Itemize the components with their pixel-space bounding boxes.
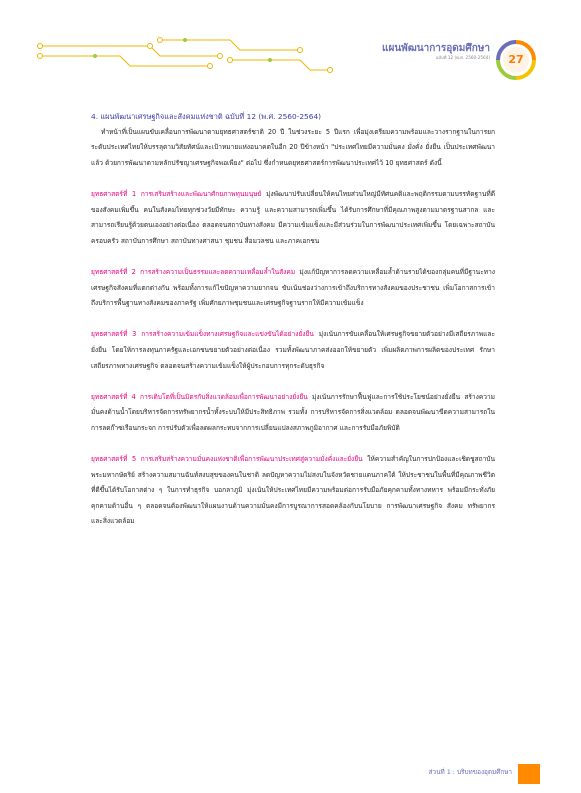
main-content [91, 109, 495, 530]
strategy-title: ยุทธศาสตร์ที่ 2 การสร้างความเป็นธรรมและลดความเหลื่อมล้ำในสังคม [91, 267, 296, 276]
strategy-title: ยุทธศาสตร์ที่ 4 การเติบโตที่เป็นมิตรกับสิ่งแวดล้อมเพื่อการพัฒนาอย่างยั่งยืน [91, 392, 308, 401]
strategy-body: มุ่งพัฒนาปรับเปลี่ยนให้คนไทยส่วนใหญ่มีทัศนคติและพฤติกรรมตามบรรทัดฐานที่ดีของสังคมเพิ่มขึ้น คนในสังคมไทยทุกช่วงวัยมีทักษะ ความรู้ และความสามารถเพิ่มขึ้น ได้รับการศึกษาที่มีคุณภาพสูงตามมาตรฐานสากล และสามารถเรียนรู้ด้วยตนเองอย่างต่อเนื่อง ตลอดจนสถาบันทางสังคม มีความเข้มแข็งและมีส่วนร่วมในการพัฒนาประเทศเพิ่มขึ้น โดยเฉพาะสถาบันครอบครัว สถาบันการศึกษา สถาบันทางศาสนา ชุมชน สื่อมวลชน และภาคเอกชน [91, 189, 496, 245]
strategy-title: ยุทธศาสตร์ที่ 1 การเสริมสร้างและพัฒนาศักยภาพทุนมนุษย์ [91, 189, 262, 198]
page-footer [400, 764, 540, 784]
header-text-block [330, 42, 490, 61]
strategy-paragraph-4 [91, 390, 495, 437]
strategy-body: มุ่งเน้นการขับเคลื่อนให้เศรษฐกิจขยายตัวอย่างมีเสถียรภาพและยั่งยืน โดยให้การลงทุนภาครัฐและเอกชนขยายตัวอย่างต่อเนื่อง รวมทั้งพัฒนาภาคส่งออกให้ขยายตัว เพิ่มผลิตภาพการผลิตของประเทศ รักษาเสถียรภาพทางเศรษฐกิจ ตลอดจนสร้างความเข้มแข็งให้ผู้ประกอบการทุกระดับธุรกิจ [91, 330, 495, 370]
strategy-title: ยุทธศาสตร์ที่ 3 การสร้างความเข้มแข็งทางเศรษฐกิจและแข่งขันได้อย่างยั่งยืน [91, 330, 314, 339]
header-subtitle: ฉบับที่ 12 (พ.ศ. 2560-2564) [435, 55, 490, 60]
strategy-body: ให้ความสำคัญในการปกป้องและเชิดชูสถาบันพระมหากษัตริย์ สร้างความสมานฉันท์สงบสุขของคนในชาติ ลดปัญหาความไม่สงบในจังหวัดชายแดนภาคใต้ ให้ประชาชนในพื้นที่มีคุณภาพชีวิตที่ดีขึ้นได้รับโอกาสต่าง ๆ ในการทำธุรกิจ บอกลาภูมิ มุ่งเน้นให้ประเทศไทยมีความพร้อมต่อการรับมือภัยคุกคามทั้งทางทหาร พร้อมมีกระทั่งภัยคุกคามด้านอื่น ๆ ตลอดจนต้องพัฒนาให้แผนงานด้านความมั่นคงมีการบูรณาการสอดคล้องกับนโยบาย การพัฒนาเศรษฐกิจ สังคม ทรัพยากร และสิ่งแวดล้อม [91, 455, 495, 526]
decorative-dots [38, 38, 333, 73]
strategy-body: มุ่งเน้นการรักษาฟื้นฟูและการใช้ประโยชน์อย่างยั่งยืน สร้างความมั่นคงด้านน้ำโดยบริหารจัดการทรัพยากรน้ำทั้งระบบให้มีประสิทธิภาพ รวมทั้ง การบริหารจัดการสิ่งแวดล้อม ตลอดจนพัฒนาขีดความสามารถในการลดก๊าซเรือนกระจก การปรับตัวเพื่อลดผลกระทบจากการเปลี่ยนแปลงสภาพภูมิอากาศ และการรับมือภัยพิบัติ [91, 392, 495, 432]
header-title: แผนพัฒนาการอุดมศึกษา [382, 43, 490, 54]
strategy-body: มุ่งแก้ปัญหาการลดความเหลื่อมล้ำด้านรายได้ของกลุ่มคนที่มีฐานะทางเศรษฐกิจสังคมที่แตกต่างกัน พร้อมทั้งการแก้ไขปัญหาความยากจน ขับเน้นช่องว่างการเข้าถึงบริการทางสังคมของประชาชน เพิ่มโอกาสการเข้าถึงบริการพื้นฐานทางสังคมของภาครัฐ เพิ่มศักยภาพชุมชนและเศรษฐกิจฐานรากให้มีความเข้มแข็ง [91, 267, 495, 308]
section-intro-text: ทำหน้าที่เป็นแผนขับเคลื่อนการพัฒนาตามยุทธศาสตร์ชาติ 20 ปี ในช่วงระยะ 5 ปีแรก เพื่อมุ่งเตรียมความพร้อมและวางรากฐานในการยกระดับประเทศไทยให้บรรลุตามวิสัยทัศน์และเป้าหมายแห่งอนาคตในอีก 20 ปีข้างหน้า "ประเทศไทยมีความมั่นคง มั่งคั่ง ยั่งยืน เป็นประเทศพัฒนาแล้ว ด้วยการพัฒนาตามหลักปรัชญาเศรษฐกิจพอเพียง" ต่อไป ซึ่งกำหนดยุทธศาสตร์การพัฒนาประเทศไว้ 10 ยุทธศาสตร์ ดังนี้ [91, 127, 495, 167]
footer-accent-bar [518, 764, 540, 784]
strategy-paragraph-1 [91, 187, 495, 249]
section-heading: 4. แผนพัฒนาเศรษฐกิจและสังคมแห่งชาติ ฉบับที่ 12 (พ.ศ. 2560-2564) [91, 112, 322, 121]
strategy-paragraph-2 [91, 265, 495, 312]
header-decoration [0, 0, 581, 82]
strategy-paragraph-5 [91, 452, 495, 530]
strategy-title: ยุทธศาสตร์ที่ 5 การเสริมสร้างความมั่นคงแห่งชาติเพื่อการพัฒนาประเทศสู่ความมั่งคั่งและยั่งยืน [91, 455, 363, 464]
strategy-paragraph-3 [91, 327, 495, 374]
footer-label: ส่วนที่ 1 : บริบทของอุดมศึกษา [428, 768, 512, 776]
section-intro [91, 125, 495, 172]
decorative-connector-lines [40, 40, 330, 70]
page-number: 27 [508, 53, 524, 66]
